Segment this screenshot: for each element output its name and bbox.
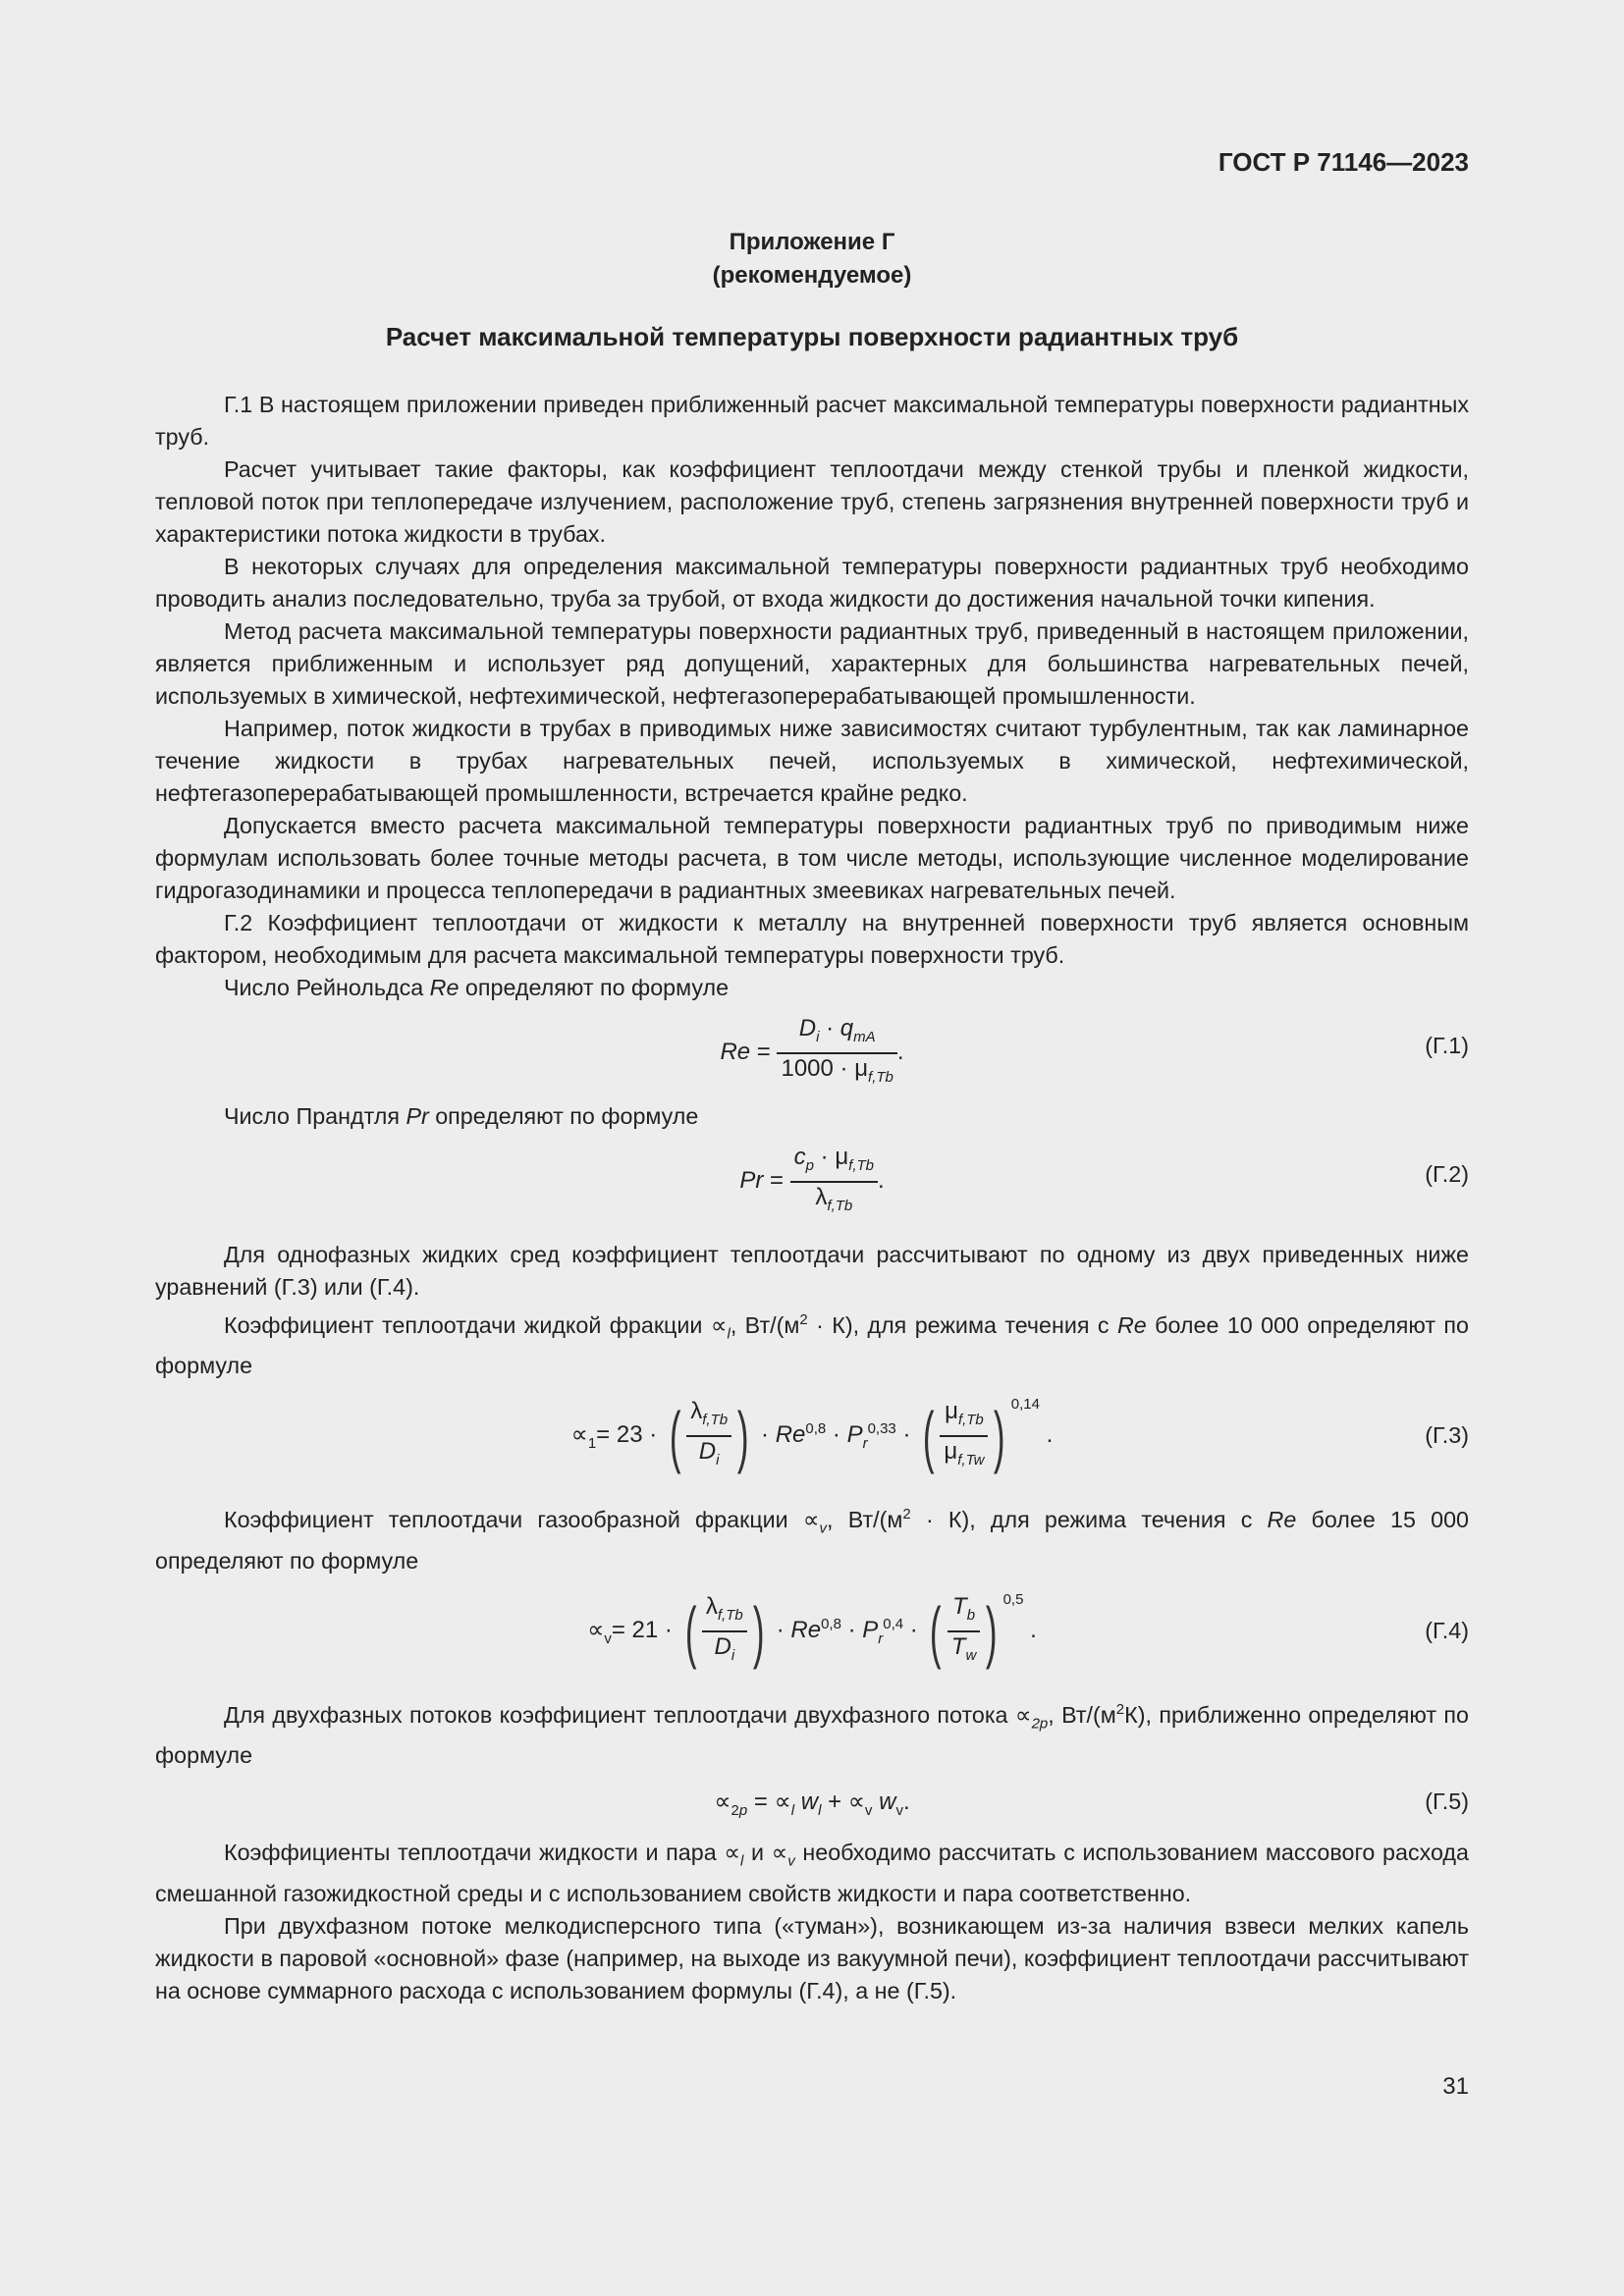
text: К), приближенно определяют по формуле <box>155 1701 1469 1769</box>
text: , Вт/(м <box>827 1507 903 1533</box>
paragraph: Коэффициент теплоотдачи газообразной фракции $\propto_v$, $Вт/(м^2 \cdot К)$, для режима течения с Re более 15 000 определяют по формуле <box>155 1506 1469 1574</box>
text: Коэффициент теплоотдачи газообразной фракции <box>224 1507 803 1533</box>
paragraph: Например, поток жидкости в трубах в приводимых ниже зависимостях считают турбулентным, так как ламинарное течение жидкости в трубах нагревательных печей, используемых в химической, нефтехимической, нефтегазоперерабатывающей промышленности, встречается крайне редко. <box>155 716 1469 806</box>
formula-body: Pr = $\frac{c_p \cdot \mu_{f,Tb}}{\lambda_{f,Tb}}$ . <box>739 1144 885 1214</box>
formula-g1 <box>155 1004 1469 1093</box>
paragraph: Коэффициенты теплоотдачи жидкости и пара $\propto_l$ $и \propto_v$ необходимо рассчитать с использованием массового расхода смешанной газожидкостной среды и с использованием свойств жидкости и пара соответственно. <box>155 1840 1469 1906</box>
formula-label: (Г.5) <box>1425 1789 1469 1815</box>
document-body <box>155 389 1469 2007</box>
text: определяют по формуле <box>428 1103 699 1129</box>
text: , Вт/(м <box>730 1311 800 1338</box>
text: , Вт/(м <box>1048 1701 1116 1728</box>
paragraph: Допускается вместо расчета максимальной температуры поверхности радиантных труб по приводимым ниже формулам использовать более точные методы расчета, в том числе методы, использующие численное моделирование гидрогазодинамики и процесса теплопередачи в радиантных змеевиках нагревательных печей. <box>155 813 1469 903</box>
paragraph: Расчет учитывает такие факторы, как коэффициент теплоотдачи между стенкой трубы и пленкой жидкости, тепловой поток при теплопередаче излучением, расположение труб, степень загрязнения внутренней поверхности труб и характеристики потока жидкости в трубах. <box>155 456 1469 547</box>
formula-body: $\propto_1= 23$ · ( $\frac{\lambda_{f,Tb}}{D_i}$ ) · $Re^{0,8} \cdot P_r^{0,33}$ · ( $\frac{\mu_{f,Tb}}{\mu_{f,Tw}}$ ) $^{0,14}$ . <box>570 1396 1054 1475</box>
formula-label: (Г.2) <box>1425 1161 1469 1187</box>
var-re: Re <box>429 975 460 1000</box>
paragraph <box>155 972 1469 1004</box>
var-pr: Pr <box>406 1103 429 1129</box>
formula-label: (Г.4) <box>1425 1617 1469 1643</box>
appendix-status: (рекомендуемое) <box>712 262 912 289</box>
text: Число Рейнольдса <box>224 975 430 1000</box>
text: более 15 000 определяют по формуле <box>155 1507 1469 1574</box>
paragraph: При двухфазном потоке мелкодисперсного типа («туман»), возникающем из-за наличия взвеси мелких капель жидкости в паровой «основной» фазе (например, на выходе из вакуумной печи), коэффициент теплоотдачи рассчитывают на основе суммарного расхода с использованием формулы (Г.4), а не (Г.5). <box>155 1912 1469 2003</box>
paragraph: Г.1 В настоящем приложении приведен приближенный расчет максимальной температуры поверхности радиантных труб. <box>155 392 1469 450</box>
text: Коэффициенты теплоотдачи жидкости и пара <box>224 1840 725 1866</box>
formula-g2 <box>155 1133 1469 1231</box>
paragraph: Г.2 Коэффициент теплоотдачи от жидкости к металлу на внутренней поверхности труб является основным фактором, необходимым для расчета максимальной температуры поверхности труб. <box>155 910 1469 968</box>
text: Число Прандтля <box>224 1103 406 1129</box>
text: определяют по формуле <box>459 975 730 1000</box>
paragraph: Для однофазных жидких сред коэффициент теплоотдачи рассчитывают по одному из двух приведенных ниже уравнений (Г.3) или (Г.4). <box>155 1242 1469 1300</box>
text: необходимо рассчитать с использованием массового расхода смешанной газожидкостной среды и с использованием свойств жидкости и пара соответственно. <box>155 1840 1469 1906</box>
formula-label: (Г.1) <box>1425 1033 1469 1058</box>
formula-body: $\propto_v= 21$ · ( $\frac{\lambda_{f,Tb}}{D_i}$ ) · $Re^{0,8} \cdot P_r^{0,4}$ · ( $\frac{T_b}{T_w}$ ) $^{0,5}$ . <box>587 1590 1037 1670</box>
text: и <box>743 1840 772 1866</box>
formula-g5 <box>155 1772 1469 1837</box>
formula-body: $\propto_{2p} = \propto_l$ $w_l + \propto_v$ $w_v$. <box>714 1789 910 1820</box>
document-code: ГОСТ Р 71146—2023 <box>1218 147 1469 177</box>
appendix-title: Расчет максимальной температуры поверхности радиантных труб <box>385 322 1239 351</box>
formula-body: Re = $\frac{D_i \cdot q_{mA}}{1000 \cdot \mu_{f,Tb}}$ . <box>720 1015 904 1086</box>
appendix-name: Приложение Г <box>729 229 895 255</box>
text: Коэффициент теплоотдачи жидкой фракции <box>224 1311 711 1338</box>
formula-label: (Г.3) <box>1425 1422 1469 1449</box>
text: · К), для режима течения с <box>910 1507 1268 1533</box>
formula-g3 <box>155 1382 1469 1498</box>
paragraph: Для двухфазных потоков коэффициент теплоотдачи двухфазного потока $\propto_{2p}$, $Вт/(м^2К)$, приближенно определяют по формуле <box>155 1700 1469 1769</box>
text: Для двухфазных потоков коэффициент теплоотдачи двухфазного потока <box>224 1701 1015 1728</box>
page-number: 31 <box>1442 2073 1469 2100</box>
formula-g4 <box>155 1577 1469 1693</box>
appendix-heading <box>0 226 1624 293</box>
paragraph <box>155 1100 1469 1133</box>
paragraph: Коэффициент теплоотдачи жидкой фракции $\propto_l$, $Вт/(м^2 \cdot К)$, для режима течения с Re более 10 000 определяют по формуле <box>155 1311 1469 1379</box>
text: более 10 000 определяют по формуле <box>155 1311 1469 1379</box>
paragraph: Метод расчета максимальной температуры поверхности радиантных труб, приведенный в настоящем приложении, является приближенным и использует ряд допущений, характерных для большинства нагревательных печей, используемых в химической, нефтехимической, нефтегазоперерабатывающей промышленности. <box>155 618 1469 709</box>
paragraph: В некоторых случаях для определения максимальной температуры поверхности радиантных труб необходимо проводить анализ последовательно, труба за трубой, от входа жидкости до достижения начальной точки кипения. <box>155 554 1469 612</box>
text: · К), для режима течения с <box>807 1311 1117 1338</box>
